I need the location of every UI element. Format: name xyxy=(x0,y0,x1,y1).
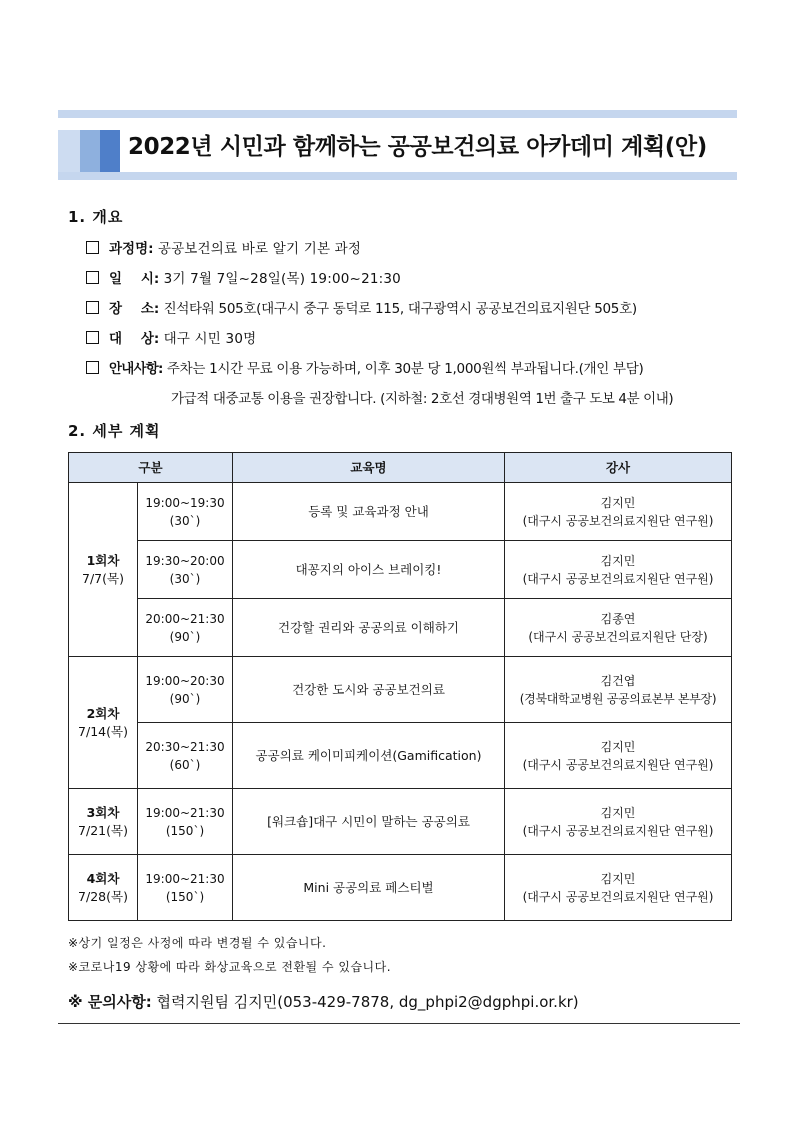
lecturer-org: (대구시 공공보건의료지원단 연구원) xyxy=(522,513,714,528)
lecturer-cell xyxy=(505,599,732,657)
session-date: 7/14(목) xyxy=(78,723,128,739)
session-date: 7/28(목) xyxy=(78,888,128,904)
detail-plan-heading: 2. 세부 계획 xyxy=(68,422,161,440)
table-row xyxy=(69,657,732,723)
table-row xyxy=(69,789,732,855)
checkbox-icon xyxy=(86,301,99,314)
time-range: 19:30~20:00 xyxy=(145,553,225,568)
checkbox-icon xyxy=(86,271,99,284)
duration: (30`) xyxy=(169,513,201,528)
header-lecturer: 강사 xyxy=(505,453,732,483)
overview-heading: 1. 개요 xyxy=(68,208,124,226)
schedule-table xyxy=(68,452,732,921)
overview-value: 주차는 1시간 무료 이용 가능하며, 이후 30분 당 1,000원씩 부과됩니다.(개인 부담) xyxy=(166,361,644,377)
table-row xyxy=(69,483,732,541)
overview-label: 과정명: xyxy=(109,241,154,257)
session-date: 7/21(목) xyxy=(78,822,128,838)
overview-label: 장 소: xyxy=(109,301,160,317)
time-range: 20:30~21:30 xyxy=(145,739,225,754)
course-name: 공공의료 케이미피케이션(Gamification) xyxy=(233,723,505,789)
lecturer-name: 김종연 xyxy=(600,611,636,626)
note-online-switch: ※코로나19 상황에 따라 화상교육으로 전환될 수 있습니다. xyxy=(68,960,392,974)
lecturer-name: 김건엽 xyxy=(600,673,636,688)
session-name: 2회차 xyxy=(86,705,120,721)
time-cell xyxy=(138,789,233,855)
lecturer-cell xyxy=(505,789,732,855)
lecturer-cell xyxy=(505,723,732,789)
overview-label: 대 상: xyxy=(109,331,160,347)
lecturer-cell xyxy=(505,855,732,921)
contact-label: ※ 문의사항: xyxy=(68,993,152,1011)
table-row xyxy=(69,541,732,599)
header-division: 구분 xyxy=(69,453,233,483)
contact-value: 협력지원팀 김지민(053-429-7878, dg_phpi2@dgphpi.or.kr) xyxy=(156,993,579,1011)
time-cell xyxy=(138,599,233,657)
time-cell xyxy=(138,723,233,789)
time-range: 19:00~19:30 xyxy=(145,495,225,510)
lecturer-cell xyxy=(505,541,732,599)
checkbox-icon xyxy=(86,361,99,374)
lecturer-name: 김지민 xyxy=(600,805,636,820)
table-row xyxy=(69,855,732,921)
overview-item-datetime xyxy=(86,269,401,289)
course-name: 건강한 도시와 공공보건의료 xyxy=(233,657,505,723)
time-range: 20:00~21:30 xyxy=(145,611,225,626)
course-name: 대꽁지의 아이스 브레이킹! xyxy=(233,541,505,599)
time-cell xyxy=(138,541,233,599)
overview-value: 진석타워 505호(대구시 중구 동덕로 115, 대구광역시 공공보건의료지원단 505호) xyxy=(163,301,637,317)
lecturer-org: (경북대학교병원 공공의료본부 본부장) xyxy=(519,691,717,706)
overview-label: 안내사항: xyxy=(109,361,163,377)
note-schedule-change: ※상기 일정은 사정에 따라 변경될 수 있습니다. xyxy=(68,936,327,950)
page-title: 2022년 시민과 함께하는 공공보건의료 아카데미 계획(안) xyxy=(128,134,707,160)
contact-info xyxy=(68,991,579,1012)
lecturer-name: 김지민 xyxy=(600,871,636,886)
time-cell xyxy=(138,855,233,921)
course-name: [워크숍]대구 시민이 말하는 공공의료 xyxy=(233,789,505,855)
lecturer-org: (대구시 공공보건의료지원단 연구원) xyxy=(522,889,714,904)
time-cell xyxy=(138,483,233,541)
overview-item-course xyxy=(86,239,361,259)
time-cell xyxy=(138,657,233,723)
session-cell xyxy=(69,855,138,921)
lecturer-cell xyxy=(505,483,732,541)
session-name: 4회차 xyxy=(86,870,120,886)
course-name: 건강할 권리와 공공의료 이해하기 xyxy=(233,599,505,657)
footer-divider xyxy=(58,1023,740,1024)
duration: (150`) xyxy=(165,889,205,904)
session-cell xyxy=(69,483,138,657)
time-range: 19:00~21:30 xyxy=(145,871,225,886)
session-name: 1회차 xyxy=(86,552,120,568)
checkbox-icon xyxy=(86,241,99,254)
overview-value: 3기 7월 7일~28일(목) 19:00~21:30 xyxy=(163,271,401,287)
table-row xyxy=(69,723,732,789)
overview-item-target xyxy=(86,329,256,349)
duration: (60`) xyxy=(169,757,201,772)
duration: (90`) xyxy=(169,691,201,706)
table-header-row xyxy=(69,453,732,483)
lecturer-name: 김지민 xyxy=(600,495,636,510)
title-banner-bottom-bar xyxy=(58,172,737,180)
overview-item-notice xyxy=(86,359,643,379)
lecturer-name: 김지민 xyxy=(600,553,636,568)
overview-value: 공공보건의료 바로 알기 기본 과정 xyxy=(157,241,362,257)
table-row xyxy=(69,599,732,657)
lecturer-cell xyxy=(505,657,732,723)
duration: (150`) xyxy=(165,823,205,838)
lecturer-org: (대구시 공공보건의료지원단 연구원) xyxy=(522,823,714,838)
checkbox-icon xyxy=(86,331,99,344)
session-cell xyxy=(69,789,138,855)
duration: (30`) xyxy=(169,571,201,586)
time-range: 19:00~21:30 xyxy=(145,805,225,820)
session-cell xyxy=(69,657,138,789)
header-course: 교육명 xyxy=(233,453,505,483)
duration: (90`) xyxy=(169,629,201,644)
title-banner-top-bar xyxy=(58,110,737,118)
lecturer-org: (대구시 공공보건의료지원단 연구원) xyxy=(522,757,714,772)
time-range: 19:00~20:30 xyxy=(145,673,225,688)
session-name: 3회차 xyxy=(86,804,120,820)
overview-label: 일 시: xyxy=(109,271,160,287)
overview-value: 대구 시민 30명 xyxy=(163,331,257,347)
course-name: Mini 공공의료 페스티벌 xyxy=(233,855,505,921)
lecturer-org: (대구시 공공보건의료지원단 단장) xyxy=(528,629,708,644)
overview-item-place xyxy=(86,299,637,319)
lecturer-name: 김지민 xyxy=(600,739,636,754)
course-name: 등록 및 교육과정 안내 xyxy=(233,483,505,541)
session-date: 7/7(목) xyxy=(82,570,124,586)
lecturer-org: (대구시 공공보건의료지원단 연구원) xyxy=(522,571,714,586)
overview-notice-continuation: 가급적 대중교통 이용을 권장합니다. (지하철: 2호선 경대병원역 1번 출구 도보 4분 이내) xyxy=(171,391,674,407)
